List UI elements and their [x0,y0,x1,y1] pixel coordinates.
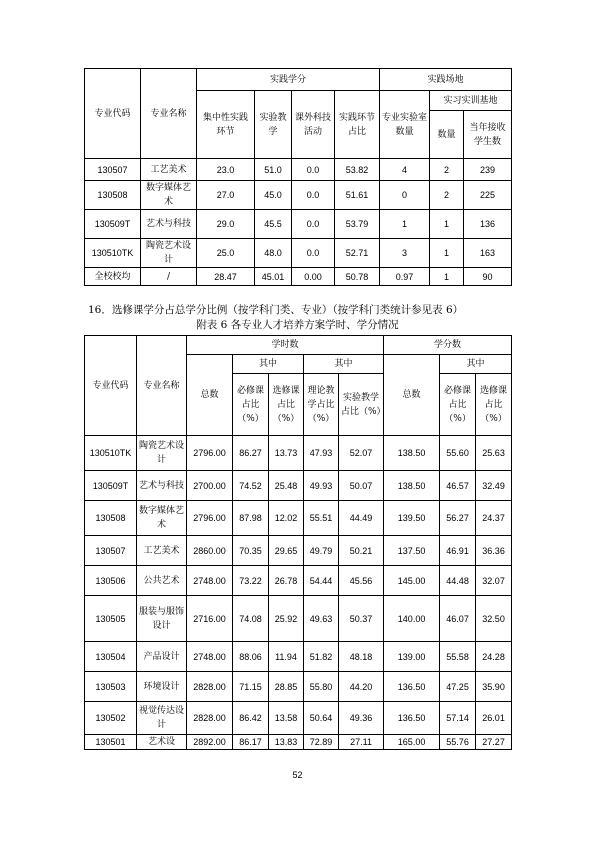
cell-d: 50.21 [339,536,384,566]
cell-c: 55.51 [304,501,339,536]
cell-code: 130510TK [85,239,141,268]
cell-c2: 45.5 [255,210,292,239]
cell-name: 数字媒体艺术 [141,181,197,210]
table-row [85,436,512,471]
header2-of-which-3: 其中 [440,355,512,374]
cell-c3: 0.0 [292,159,335,181]
cell-cr: 136.50 [384,672,440,702]
cell-c: 55.80 [304,672,339,702]
total-c7: 90 [464,268,512,286]
total-label: 全校校均 [85,268,141,286]
cell-c: 49.93 [304,471,339,501]
header-base: 实习实训基地 [430,91,512,111]
cell-code: 130508 [85,181,141,210]
cell-cr: 139.50 [384,501,440,536]
header-base-count: 数量 [430,111,464,159]
cell-e: 47.25 [440,672,476,702]
header2-hours: 学时数 [187,336,384,355]
cell-b: 13.83 [269,735,304,750]
cell-f: 24.28 [476,642,512,672]
cell-c2: 45.0 [255,181,292,210]
cell-c7: 163 [464,239,512,268]
table-row [85,642,512,672]
cell-c1: 29.0 [197,210,255,239]
cell-h: 2748.00 [187,642,233,672]
cell-code: 130507 [85,159,141,181]
table-row [85,471,512,501]
cell-c6: 1 [430,210,464,239]
cell-c: 49.79 [304,536,339,566]
cell-b: 25.48 [269,471,304,501]
cell-c5: 4 [380,159,430,181]
cell-code: 130502 [85,702,137,735]
table-row [85,181,512,210]
cell-cr: 145.00 [384,566,440,596]
cell-code: 130510TK [85,436,137,471]
header-base-students: 当年接收学生数 [464,111,512,159]
cell-name: 环境设计 [137,672,187,702]
cell-a: 86.27 [233,436,269,471]
total-c5: 0.97 [380,268,430,286]
cell-d: 49.36 [339,702,384,735]
cell-a: 88.06 [233,642,269,672]
cell-b: 13.58 [269,702,304,735]
page-number: 52 [292,770,303,780]
cell-d: 50.37 [339,596,384,642]
cell-h: 2716.00 [187,596,233,642]
cell-h: 2700.00 [187,471,233,501]
cell-a: 71.15 [233,672,269,702]
cell-c: 72.89 [304,735,339,750]
section-heading: 16．选修课学分占总学分比例（按学科门类、专业）（按学科门类统计参见表 6） [88,304,464,316]
cell-b: 28.85 [269,672,304,702]
cell-cr: 138.50 [384,436,440,471]
cell-c1: 23.0 [197,159,255,181]
cell-c3: 0.0 [292,239,335,268]
cell-c1: 27.0 [197,181,255,210]
header2-req-ratio: 必修课占比（%） [233,374,269,436]
table-row [85,596,512,642]
cell-a: 73.22 [233,566,269,596]
header2-name: 专业名称 [137,336,187,436]
cell-name: 服装与服饰设计 [137,596,187,642]
cell-c4: 53.79 [335,210,380,239]
cell-cr: 137.50 [384,536,440,566]
cell-name: 工艺美术 [141,159,197,181]
cell-code: 130506 [85,566,137,596]
header2-elec-ratio: 选修课占比（%） [269,374,304,436]
header-concentrated: 集中性实践环节 [197,91,255,159]
cell-code: 130507 [85,536,137,566]
cell-f: 27.27 [476,735,512,750]
header-code: 专业代码 [85,69,141,159]
cell-c: 47.93 [304,436,339,471]
total-c1: 28.47 [197,268,255,286]
cell-h: 2828.00 [187,702,233,735]
header-extracurricular: 课外科技活动 [292,91,335,159]
cell-c2: 51.0 [255,159,292,181]
cell-a: 74.52 [233,471,269,501]
cell-c3: 0.0 [292,181,335,210]
header2-of-which-2: 其中 [304,355,384,374]
cell-code: 130509T [85,210,141,239]
cell-d: 50.07 [339,471,384,501]
cell-name: 艺术与科技 [141,210,197,239]
cell-name: 产品设计 [137,642,187,672]
cell-c7: 239 [464,159,512,181]
cell-f: 25.63 [476,436,512,471]
total-c3: 0.00 [292,268,335,286]
cell-c5: 1 [380,210,430,239]
cell-a: 74.08 [233,596,269,642]
cell-f: 24.37 [476,501,512,536]
cell-f: 32.50 [476,596,512,642]
hours-credits-table [84,335,512,750]
cell-c: 50.64 [304,702,339,735]
cell-name: 陶瓷艺术设计 [141,239,197,268]
cell-d: 45.56 [339,566,384,596]
cell-d: 48.18 [339,642,384,672]
cell-e: 46.07 [440,596,476,642]
cell-c5: 3 [380,239,430,268]
cell-c5: 0 [380,181,430,210]
header-practice-ratio: 实践环节占比 [335,91,380,159]
table-row [85,735,512,750]
table-row [85,159,512,181]
header-name: 专业名称 [141,69,197,159]
total-name: / [141,268,197,286]
table-row [85,672,512,702]
cell-f: 32.49 [476,471,512,501]
cell-e: 46.57 [440,471,476,501]
cell-b: 11.94 [269,642,304,672]
header-lab-count: 专业实验室数量 [380,91,430,159]
cell-c7: 225 [464,181,512,210]
cell-h: 2748.00 [187,566,233,596]
cell-c4: 51.61 [335,181,380,210]
cell-code: 130505 [85,596,137,642]
cell-name: 艺术与科技 [137,471,187,501]
table-row [85,239,512,268]
header-experiment: 实验教学 [255,91,292,159]
total-c4: 50.78 [335,268,380,286]
table-row [85,501,512,536]
cell-h: 2828.00 [187,672,233,702]
header2-lab-ratio: 实验教学占比（%） [339,374,384,436]
cell-name: 工艺美术 [137,536,187,566]
cell-c4: 52.71 [335,239,380,268]
cell-d: 44.49 [339,501,384,536]
cell-c: 51.82 [304,642,339,672]
cell-e: 56.27 [440,501,476,536]
cell-cr: 139.00 [384,642,440,672]
table-row-total [85,268,512,286]
cell-code: 130501 [85,735,137,750]
cell-d: 27.11 [339,735,384,750]
table-caption: 附表 6 各专业人才培养方案学时、学分情况 [196,319,399,331]
cell-cr: 140.00 [384,596,440,642]
header2-hours-total: 总数 [187,355,233,436]
total-c2: 45.01 [255,268,292,286]
cell-e: 44.48 [440,566,476,596]
cell-e: 55.58 [440,642,476,672]
cell-name: 视觉传达设计 [137,702,187,735]
total-c6: 1 [430,268,464,286]
cell-name: 艺术设 [137,735,187,750]
table-row [85,536,512,566]
cell-h: 2796.00 [187,501,233,536]
cell-d: 44.20 [339,672,384,702]
cell-c6: 2 [430,181,464,210]
cell-name: 公共艺术 [137,566,187,596]
cell-code: 130509T [85,471,137,501]
cell-b: 25.92 [269,596,304,642]
cell-b: 29.65 [269,536,304,566]
cell-b: 26.78 [269,566,304,596]
header2-c-elec: 选修课占比（%） [476,374,512,436]
cell-c6: 2 [430,159,464,181]
cell-code: 130504 [85,642,137,672]
header2-credits-total: 总数 [384,355,440,436]
cell-c: 49.63 [304,596,339,642]
cell-b: 12.02 [269,501,304,536]
cell-cr: 136.50 [384,702,440,735]
cell-e: 55.76 [440,735,476,750]
practice-credits-table [84,68,512,286]
cell-f: 35.90 [476,672,512,702]
cell-c6: 1 [430,239,464,268]
cell-c2: 48.0 [255,239,292,268]
cell-c: 54.44 [304,566,339,596]
cell-f: 32.07 [476,566,512,596]
cell-cr: 165.00 [384,735,440,750]
cell-e: 57.14 [440,702,476,735]
header2-c-req: 必修课占比（%） [440,374,476,436]
cell-b: 13.73 [269,436,304,471]
cell-c7: 136 [464,210,512,239]
header-practice-credits: 实践学分 [197,69,380,91]
cell-c3: 0.0 [292,210,335,239]
header2-of-which-1: 其中 [233,355,304,374]
cell-h: 2892.00 [187,735,233,750]
cell-c1: 25.0 [197,239,255,268]
header-practice-site: 实践场地 [380,69,512,91]
header2-code: 专业代码 [85,336,137,436]
cell-cr: 138.50 [384,471,440,501]
cell-h: 2796.00 [187,436,233,471]
cell-f: 36.36 [476,536,512,566]
cell-f: 26.01 [476,702,512,735]
cell-name: 陶瓷艺术设计 [137,436,187,471]
cell-h: 2860.00 [187,536,233,566]
cell-a: 86.17 [233,735,269,750]
cell-e: 55.60 [440,436,476,471]
cell-e: 46.91 [440,536,476,566]
header2-theory-ratio: 理论教学占比（%） [304,374,339,436]
cell-a: 70.35 [233,536,269,566]
cell-code: 130508 [85,501,137,536]
cell-a: 86.42 [233,702,269,735]
cell-a: 87.98 [233,501,269,536]
cell-d: 52.07 [339,436,384,471]
header2-credits: 学分数 [384,336,512,355]
cell-c4: 53.82 [335,159,380,181]
table-row [85,566,512,596]
cell-code: 130503 [85,672,137,702]
table-row [85,210,512,239]
table-row [85,702,512,735]
cell-name: 数字媒体艺术 [137,501,187,536]
